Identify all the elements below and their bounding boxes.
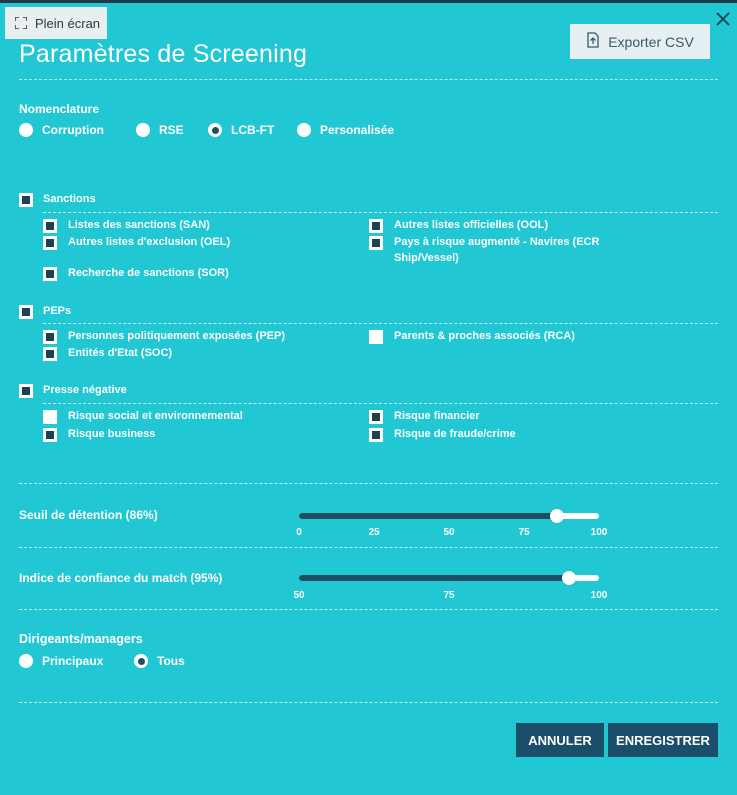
threshold-tick-label: 0 [296, 527, 302, 538]
radio-lcb-ft-indicator[interactable] [208, 123, 222, 137]
san-checkbox[interactable] [43, 219, 57, 233]
pep-checkbox[interactable] [43, 330, 57, 344]
radio-corruption-label: Corruption [42, 123, 104, 137]
divider [19, 609, 718, 610]
divider [43, 403, 718, 404]
rca-label: Parents & proches associés (RCA) [394, 330, 575, 342]
divider [43, 323, 718, 324]
ool-label: Autres listes officielles (OOL) [394, 219, 549, 231]
soc-label: Entités d'Etat (SOC) [68, 347, 173, 359]
sor-checkbox[interactable] [43, 267, 57, 281]
oel-checkbox[interactable] [43, 236, 57, 250]
export-csv-label: Exporter CSV [608, 33, 694, 50]
radio-lcb-ft[interactable] [208, 123, 274, 137]
fullscreen-label: Plein écran [35, 15, 101, 31]
file-export-icon [586, 32, 600, 51]
confidence-slider-fill [299, 575, 569, 581]
radio-principaux-indicator[interactable] [19, 654, 33, 668]
presse-checkbox[interactable] [19, 384, 33, 398]
export-csv-button[interactable] [570, 24, 710, 59]
rca-checkbox[interactable] [369, 330, 383, 344]
radio-rse-label: RSE [159, 123, 184, 137]
divider [19, 79, 718, 80]
threshold-slider-thumb[interactable] [550, 509, 564, 523]
san-label: Listes des sanctions (SAN) [68, 219, 210, 231]
confidence-tick-label: 100 [590, 590, 608, 601]
radio-personalisee[interactable] [297, 123, 394, 137]
threshold-tick-label: 50 [443, 527, 455, 538]
radio-lcb-ft-label: LCB-FT [231, 123, 275, 137]
ool-checkbox[interactable] [369, 219, 383, 233]
risque-business-checkbox[interactable] [43, 428, 57, 442]
save-button[interactable]: ENREGISTRER [608, 723, 718, 757]
soc-checkbox[interactable] [43, 347, 57, 361]
divider [19, 483, 718, 484]
divider [19, 547, 718, 548]
radio-personalisee-label: Personalisée [320, 123, 395, 137]
confidence-label: Indice de confiance du match (95%) [19, 571, 223, 585]
managers-label: Dirigeants/managers [19, 632, 143, 646]
risque-business-label: Risque business [68, 428, 156, 440]
radio-tous-indicator[interactable] [134, 654, 148, 668]
threshold-slider-fill [299, 513, 557, 519]
risque-social-label: Risque social et environnemental [68, 410, 243, 422]
risque-fraude-checkbox[interactable] [369, 428, 383, 442]
radio-tous[interactable] [134, 654, 185, 668]
radio-rse[interactable] [136, 123, 184, 137]
page-title: Paramètres de Screening [19, 40, 308, 68]
sanctions-label: Sanctions [43, 193, 96, 205]
confidence-tick-label: 75 [443, 590, 455, 601]
confidence-slider[interactable] [299, 575, 599, 581]
threshold-tick-label: 25 [368, 527, 380, 538]
close-icon[interactable] [712, 8, 734, 30]
peps-checkbox[interactable] [19, 305, 33, 319]
radio-principaux[interactable] [19, 654, 103, 668]
threshold-tick-label: 75 [518, 527, 530, 538]
oel-label: Autres listes d'exclusion (OEL) [68, 236, 231, 248]
presse-label: Presse négative [43, 384, 127, 396]
confidence-tick-label: 50 [293, 590, 305, 601]
radio-tous-label: Tous [157, 654, 185, 668]
risque-financier-checkbox[interactable] [369, 410, 383, 424]
risque-financier-label: Risque financier [394, 410, 480, 422]
ecr-label: Pays à risque augmenté - Navires (ECR Ship/Vessel) [394, 236, 600, 264]
radio-corruption[interactable] [19, 123, 104, 137]
top-edge-bar [0, 0, 737, 3]
radio-corruption-indicator[interactable] [19, 123, 33, 137]
fullscreen-button[interactable] [5, 7, 107, 39]
nomenclature-label: Nomenclature [19, 102, 100, 116]
peps-label: PEPs [43, 305, 72, 317]
radio-personalisee-indicator[interactable] [297, 123, 311, 137]
sor-label: Recherche de sanctions (SOR) [68, 267, 229, 279]
threshold-label: Seuil de détention (86%) [19, 508, 158, 522]
divider [43, 212, 718, 213]
threshold-slider[interactable] [299, 513, 599, 519]
expand-icon [15, 17, 27, 29]
sanctions-checkbox[interactable] [19, 193, 33, 207]
divider [19, 702, 718, 703]
risque-fraude-label: Risque de fraude/crime [394, 428, 516, 440]
cancel-button[interactable]: ANNULER [516, 723, 604, 757]
radio-principaux-label: Principaux [42, 654, 104, 668]
threshold-tick-label: 100 [590, 527, 608, 538]
radio-rse-indicator[interactable] [136, 123, 150, 137]
risque-social-checkbox[interactable] [43, 410, 57, 424]
confidence-slider-thumb[interactable] [562, 571, 576, 585]
pep-label: Personnes politiquement exposées (PEP) [68, 330, 286, 342]
ecr-checkbox[interactable] [369, 236, 383, 250]
